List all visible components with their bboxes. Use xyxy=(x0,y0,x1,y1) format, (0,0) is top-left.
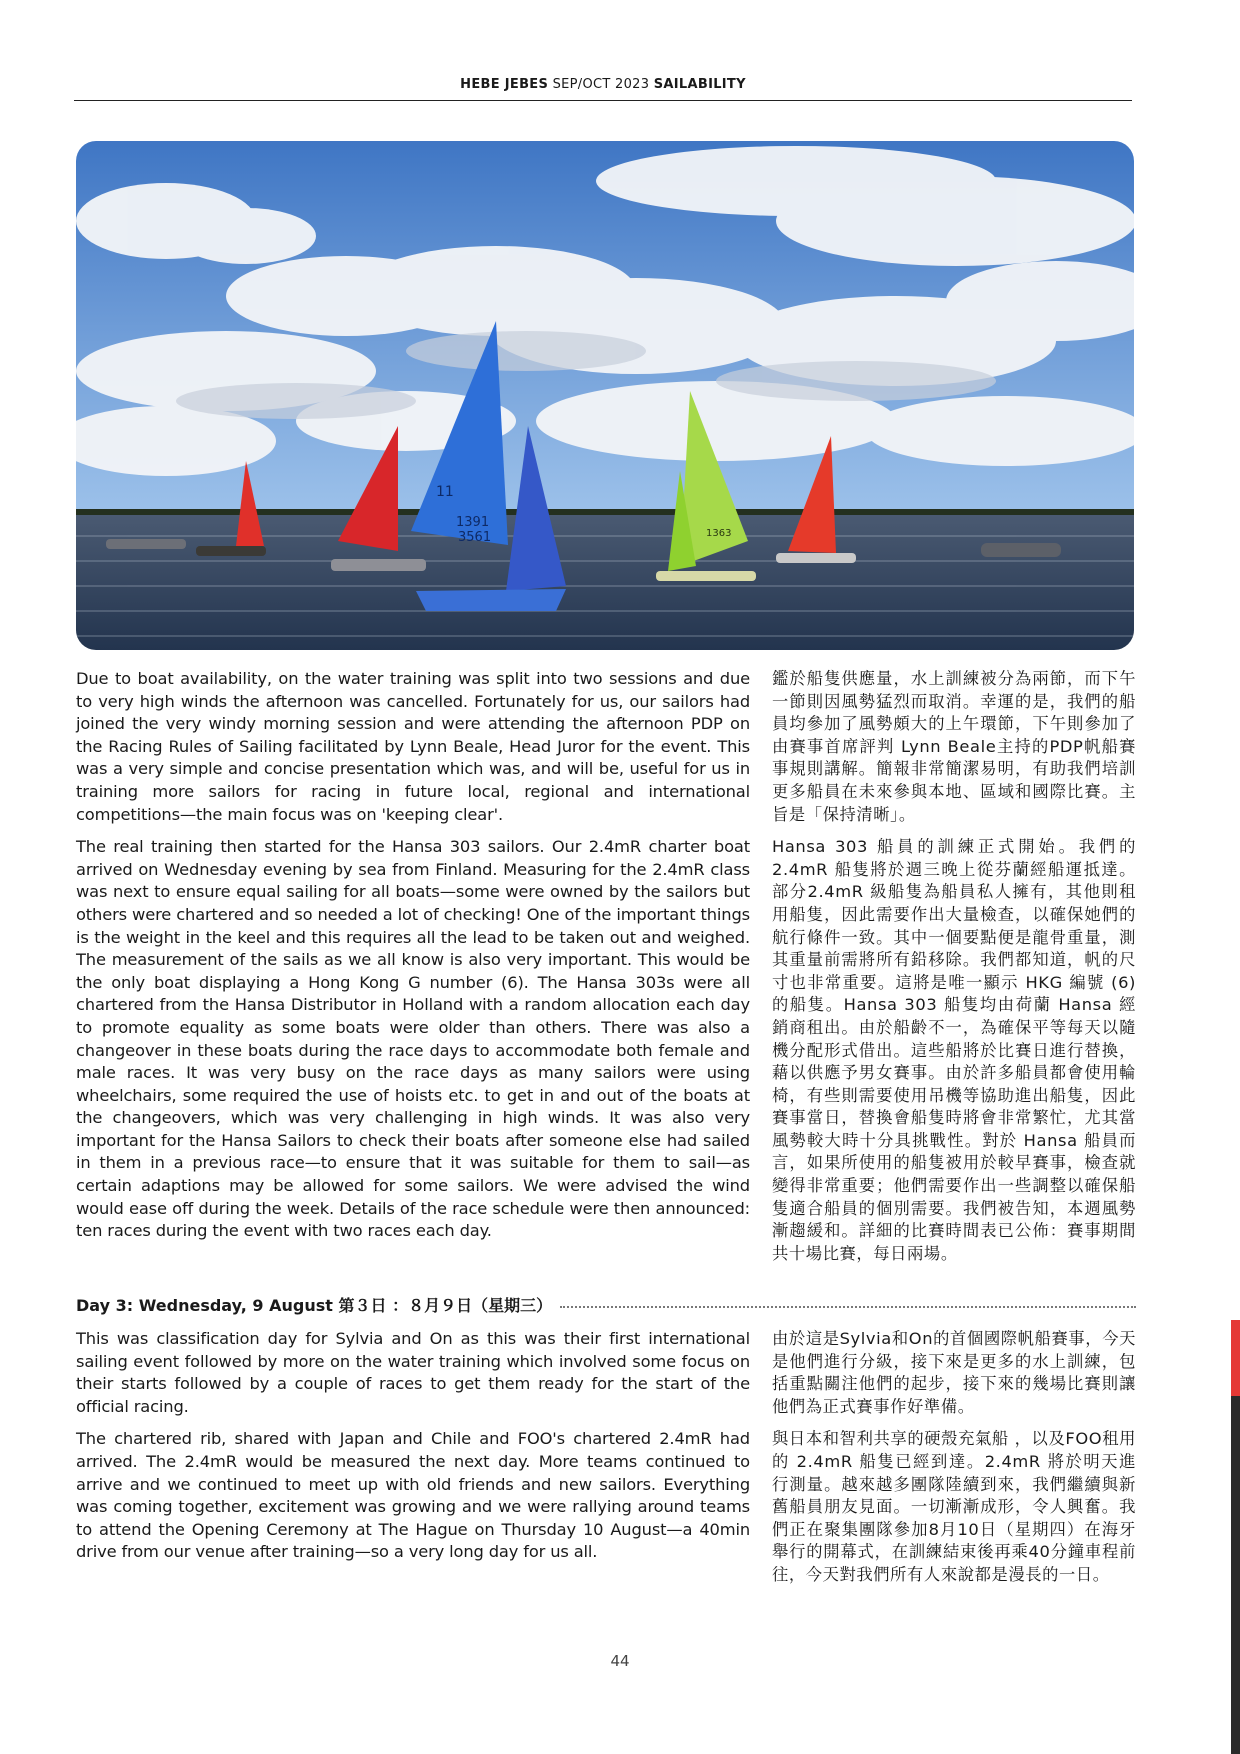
sail-number-1: 11 xyxy=(436,484,454,500)
boat-dinghy xyxy=(196,546,266,556)
day3-heading xyxy=(76,1292,1136,1316)
day3-english xyxy=(76,1328,750,1574)
support-rib xyxy=(981,543,1061,557)
sail-number-2: 1391 xyxy=(456,515,490,530)
day3-en-paragraph-2: The chartered rib, shared with Japan and Chile and FOO's chartered 2.4mR had arrived. The 2.4mR would be measured the next day. More teams continued to arrive and we continued to meet up with old friends and new sailors. Everything was coming together, excitement was growing and we were rallying around teams to attend the Opening Ceremony at The Hague on Thursday 10 August—a 40min drive from our venue after training—so a very long day for us all. xyxy=(76,1429,750,1562)
blue-hull xyxy=(416,589,566,611)
sail-number-4: 1363 xyxy=(706,528,732,539)
intro-en-paragraph-1: Due to boat availability, on the water training was split into two sessions and due to very high winds the afternoon was cancelled. Fortunately for us, our sailors had joined the very windy morning session and were attending the afternoon PDP on the Racing Rules of Sailing facilitated by Lynn Beale, Head Juror for the event. This was a very simple and concise presentation which was, and will be, useful for us in training more sailors for racing in future local, regional and international competitions—the main focus was on 'keeping clear'. xyxy=(76,669,750,824)
magazine-name: HEBE JEBES xyxy=(460,77,549,92)
intro-zh-paragraph-1: 鑑於船隻供應量，水上訓練被分為兩節，而下午一節則因風勢猛烈而取消。幸運的是，我們的船員均參加了風勢頗大的上午環節，下午則參加了由賽事首席評判 Lynn Beale主持的PDP帆船賽事規則講解。簡報非常簡潔易明，有助我們培訓更多船員在未來參與本地、區域和國際比賽。主旨是「保持清晰」。 xyxy=(772,669,1136,824)
page-number: 44 xyxy=(610,1652,630,1670)
sailing-photo xyxy=(76,141,1134,650)
dotted-leader xyxy=(560,1306,1136,1308)
day3-zh-paragraph-2: 與日本和智利共享的硬殼充氣船 ，以及FOO租用的 2.4mR 船隻已經到達。2.4mR 將於明天進行測量。越來越多團隊陸續到來，我們繼續與新舊船員朋友見面。一切漸漸成形，令人興奮。我們正在聚集團隊參加8月10日（星期四）在海牙舉行的開幕式，在訓練結束後再乘40分鐘車程前往，今天對我們所有人來說都是漫長的一日。 xyxy=(772,1429,1136,1584)
day3-en-paragraph-1: This was classification day for Sylvia and On as this was their first international sailing event followed by more on the water training which involved some focus on their starts followed by a couple of races to get them ready for the start of the official racing. xyxy=(76,1329,750,1416)
day3-chinese xyxy=(772,1328,1136,1597)
intro-english xyxy=(76,668,750,1253)
header-divider xyxy=(74,100,1132,101)
day3-zh-paragraph-1: 由於這是Sylvia和On的首個國際帆船賽事，今天是他們進行分級，接下來是更多的水上訓練，包括重點關注他們的起步，接下來的幾場比賽則讓他們為正式賽事作好準備。 xyxy=(772,1329,1136,1416)
edge-tab-accent xyxy=(1231,1320,1240,1396)
section-name: SAILABILITY xyxy=(653,77,746,92)
intro-zh-paragraph-2: Hansa 303 船員的訓練正式開始。我們的 2.4mR 船隻將於週三晚上從芬蘭經船運抵達。部分2.4mR 級船隻為船員私人擁有，其他則租用船隻，因此需要作出大量檢查，以確保她們的航行條件一致。其中一個要點便是龍骨重量，測其重量前需將所有鉛移除。我們都知道，帆的尺寸也非常重要。這將是唯一顯示 HKG 編號 (6) 的船隻。Hansa 303 船隻均由荷蘭 Hansa 經銷商租出。由於船齡不一，為確保平等每天以隨機分配形式借出。這些船將於比賽日進行替換，藉以供應予男女賽事。由於許多船員都會使用輪椅，有些則需要使用吊機等協助進出船隻，因此賽事當日，替換會船隻時將會非常繁忙，尤其當風勢較大時十分具挑戰性。對於 Hansa 船員而言，如果所使用的船隻被用於較早賽事，檢查就變得非常重要；他們需要作出一些調整以確保船隻適合船員的個別需要。我們被告知，本週風勢漸趨緩和。詳細的比賽時間表已公佈：賽事期間共十場比賽，每日兩場。 xyxy=(772,837,1136,1263)
boat-far-left xyxy=(106,539,186,549)
running-header xyxy=(74,72,1132,98)
regatta-scene xyxy=(76,141,1134,650)
day3-title: Day 3: Wednesday, 9 August 第３日 ：８月９日（星期三） xyxy=(76,1295,553,1315)
intro-en-paragraph-2: The real training then started for the Hansa 303 sailors. Our 2.4mR charter boat arrived on Wednesday evening by sea from Finland. Measuring for the 2.4mR class was next to ensure equal sailing for all boats—some were owned by the sailors but others were chartered and so needed a lot of checking! One of the important things is the weight in the keel and this requires all the lead to be taken out and weighed. The measurement of the sails as we all know is also very important. This would be the only boat displaying a Hong Kong G number (6). The Hansa 303s were all chartered from the Hansa Distributor in Holland with a random allocation each day to promote equality as some boats were older than others. There was also a changeover in these boats during the race days to accommodate both female and male races. It was very busy on the race days as many sailors were using wheelchairs, some required the use of hoists etc. to get in and out of the boats at the changeovers, which was very challenging in high winds. It was also very important for the Hansa Sailors to check their boats after someone else had sailed in them in a previous race—to ensure that it was suitable for them to sail—as certain adaptions may be allowed for some sailors. We were advised the wind would ease off during the week. Details of the race schedule were then announced: ten races during the event with two races each day. xyxy=(76,837,750,1241)
issue-date: SEP/OCT 2023 xyxy=(552,77,650,92)
intro-chinese xyxy=(772,668,1136,1275)
sail-number-3: 3561 xyxy=(458,530,492,545)
